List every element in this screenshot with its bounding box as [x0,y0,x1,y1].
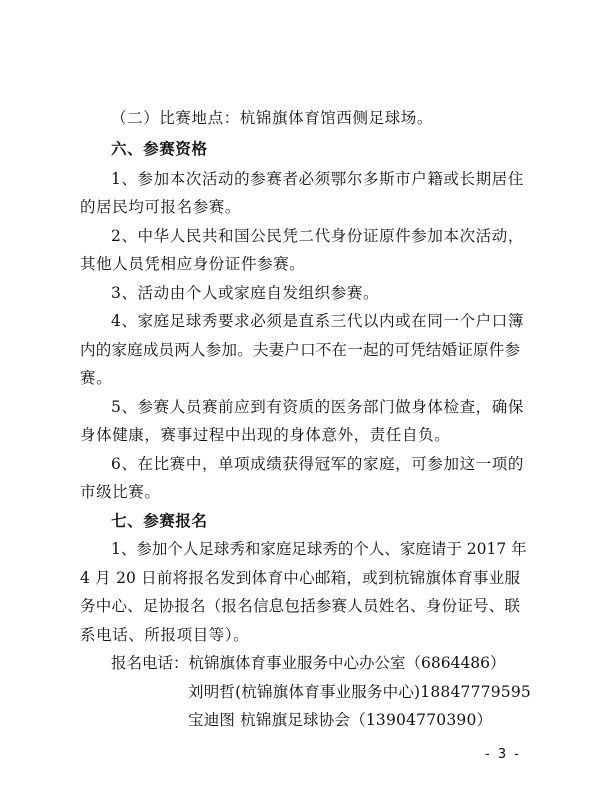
eligibility-item-5-line-1: 5、参赛人员赛前应到有资质的医务部门做身体检查，确保 [111,398,524,416]
registration-item-1-line-2: 4 月 20 日前将报名发到体育中心邮箱，或到杭锦旗体育事业服 [80,569,520,587]
eligibility-item-3: 3、活动由个人或家庭自发组织参赛。 [111,284,380,302]
registration-item-1-line-4: 系电话、所报项目等）。 [80,626,250,644]
section-heading-registration: 七、参赛报名 [111,512,208,530]
eligibility-item-2-line-1: 2、中华人民共和国公民凭二代身份证原件参加本次活动， [111,227,524,245]
registration-item-1-line-3: 务中心、足协报名（报名信息包括参赛人员姓名、身份证号、联 [80,597,520,615]
eligibility-item-4-line-3: 赛。 [80,369,113,387]
eligibility-item-4-line-2: 内的家庭成员两人参加。夫妻户口不在一起的可凭结婚证原件参 [80,341,520,359]
registration-phone-office: 报名电话：杭锦旗体育事业服务中心办公室（6864486） [111,654,506,672]
eligibility-item-2-line-2: 其他人员凭相应身份证件参赛。 [80,255,306,273]
registration-item-1-line-1: 1、参加个人足球秀和家庭足球秀的个人、家庭请于 2017 年 [111,540,527,558]
eligibility-item-1-line-1: 1、参加本次活动的参赛者必须鄂尔多斯市户籍或长期居住 [111,170,524,188]
venue-line: （二）比赛地点：杭锦旗体育馆西侧足球场。 [111,109,434,127]
eligibility-item-1-line-2: 的居民均可报名参赛。 [80,198,242,216]
eligibility-item-5-line-2: 身体健康，赛事过程中出现的身体意外，责任自负。 [80,426,451,444]
registration-contact-liu: 刘明哲(杭锦旗体育事业服务中心)18847779595 [188,683,531,701]
eligibility-item-6-line-2: 市级比赛。 [80,483,161,501]
eligibility-item-4-line-1: 4、家庭足球秀要求必须是直系三代以内或在同一个户口簿 [111,312,524,330]
registration-contact-baoditu: 宝迪图 杭锦旗足球协会（13904770390） [188,711,493,729]
eligibility-item-6-line-1: 6、在比赛中，单项成绩获得冠军的家庭，可参加这一项的 [111,455,524,473]
section-heading-eligibility: 六、参赛资格 [111,140,208,158]
page-number: - 3 - [485,747,521,762]
